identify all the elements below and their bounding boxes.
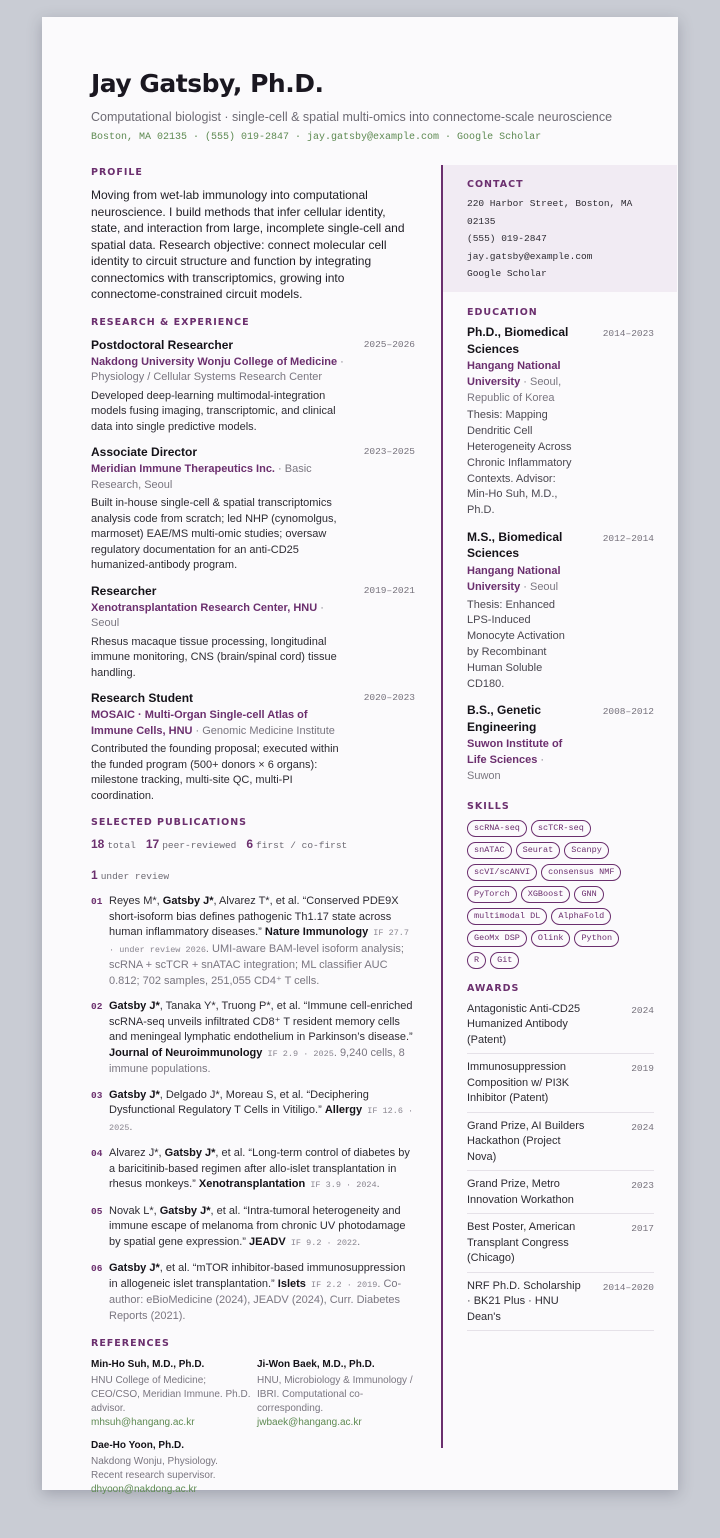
award-date: 2019 (631, 1063, 654, 1075)
award-title: NRF Ph.D. Scholarship · BK21 Plus · HNU Dean's (467, 1279, 581, 1323)
publication-item (91, 999, 415, 1078)
publication-journal: JEADV (249, 1235, 286, 1248)
institution-name: Hangang National University (467, 360, 561, 388)
experience-item (91, 445, 415, 574)
reference-name: Min-Ho Suh, M.D., Ph.D. (91, 1359, 205, 1370)
publication-meta: IF 9.2 · 2022 (285, 1237, 358, 1248)
job-organization (91, 708, 346, 739)
resume-page (42, 17, 678, 1495)
publication-self-author: Gatsby J* (109, 1000, 160, 1012)
publication-meta: IF 2.9 · 2025 (262, 1048, 334, 1059)
publication-title: , Delgado J*, Moreau S, et al. “Deciphering Dysfunctional Regulatory T Cells in Vitiligo.” (109, 1088, 369, 1116)
award-date: 2017 (631, 1223, 654, 1235)
publication-note: . (357, 1235, 361, 1248)
experience-item (91, 338, 415, 436)
award-title: Antagonistic Anti-CD25 Humanized Antibody (Patent) (467, 1002, 581, 1046)
publication-journal: Nature Immunology (264, 926, 369, 938)
education-block (443, 307, 654, 1331)
publication-number: 02 (91, 1001, 103, 1012)
publication-self-author: Gatsby J* (109, 1088, 160, 1101)
publication-title: , Tanaka Y*, Truong P*, et al. “Immune cell-enriched scRNA-seq unveils infiltrated CD8⁺ T resident memory cells and meningeal lymphatic endothelium in Parkinson’s disease.” (109, 1000, 413, 1043)
degree-institution (467, 737, 572, 784)
institution-location: · Seoul, Republic of Korea (467, 375, 562, 404)
section-heading-profile: PROFILE (91, 167, 143, 178)
skill-chip: R (467, 952, 486, 969)
job-dates: 2025–2026 (363, 338, 415, 350)
degree-dates: 2012–2014 (602, 532, 654, 544)
publication-journal: Journal of Neuroimmunology (109, 1046, 263, 1059)
award-date: 2014–2020 (602, 1281, 654, 1293)
section-heading-experience: RESEARCH & EXPERIENCE (91, 316, 250, 328)
reference-description: HNU, Microbiology & Immunology / IBRI. Computational co-corresponding. (257, 1375, 413, 1414)
award-item (467, 1214, 654, 1273)
reference-email[interactable]: mhsuh@hangang.ac.kr (91, 1417, 195, 1428)
reference-description: Nakdong Wonju, Physiology. Recent research supervisor. (91, 1456, 218, 1481)
publication-number: 06 (91, 1263, 103, 1274)
organization-detail: · Seoul (91, 601, 324, 629)
education-list (467, 324, 654, 785)
contact-email[interactable]: jay.gatsby@example.com (467, 250, 593, 262)
publication-self-author: Gatsby J* (109, 1262, 160, 1274)
publication-stat (246, 837, 347, 853)
award-item (467, 1273, 654, 1332)
job-description: Rhesus macaque tissue processing, longitudinal immune monitoring, CNS (brain/spinal cord) tissue handling. (91, 635, 337, 679)
publication-item (91, 1261, 415, 1324)
degree-title: M.S., Biomedical Sciences (467, 529, 563, 561)
award-date: 2024 (631, 1004, 654, 1016)
publication-note: . (376, 1178, 380, 1190)
publication-journal: Allergy (324, 1104, 363, 1116)
publication-meta: IF 2.2 · 2019 (305, 1279, 378, 1290)
contact-box (443, 165, 677, 292)
contact-scholar-link[interactable]: Google Scholar (467, 268, 547, 279)
skill-chip: Olink (531, 930, 571, 947)
stat-label: under review (100, 871, 170, 882)
skill-list (467, 820, 627, 969)
job-description: Contributed the founding proposal; executed within the funded program (500+ donors × 6 organs): milestone tracking, multi-site QC, multi-PI coordination. (91, 743, 339, 802)
publication-self-author: Gatsby J* (159, 1204, 211, 1217)
section-heading-awards: AWARDS (467, 982, 520, 994)
stat-value: 17 (145, 837, 160, 851)
skill-chip: Seurat (516, 842, 561, 859)
institution-location: · Seoul (520, 580, 559, 593)
skill-chip: Scanpy (564, 842, 609, 859)
reference-email[interactable]: dhyoon@nakdong.ac.kr (91, 1484, 197, 1495)
job-description: Developed deep-learning multimodal-integration models fusing imaging, transcriptomic, and clinical data into single predictive models. (91, 389, 336, 433)
skill-chip: consensus NMF (541, 864, 621, 881)
stat-value: 18 (91, 837, 105, 851)
skill-chip: multimodal DL (467, 908, 547, 925)
publication-stat (91, 868, 169, 884)
degree-institution (467, 359, 572, 406)
skill-chip: scTCR-seq (531, 820, 591, 837)
section-heading-references: REFERENCES (91, 1338, 170, 1349)
award-date: 2023 (631, 1180, 654, 1192)
award-date: 2024 (631, 1121, 654, 1133)
job-organization (91, 462, 346, 493)
publication-self-author: Gatsby J* (164, 1147, 216, 1159)
experience-item (91, 584, 415, 682)
tagline: Computational biologist · single-cell & spatial multi-omics into connectome-scale neuroscience (91, 110, 613, 124)
skill-chip: scVI/scANVI (467, 864, 537, 881)
publication-title: , et al. “Long-term control of diabetes by a baricitinib-based regimen after allo-islet transplantation in rhesus monkeys.” (109, 1147, 410, 1190)
organization-name: MOSAIC · Multi-Organ Single-cell Atlas of Immune Cells, HNU (91, 709, 308, 737)
award-title: Grand Prize, Metro Innovation Workathon (467, 1178, 574, 1206)
publication-item (91, 1204, 415, 1252)
job-organization (91, 355, 346, 386)
job-description: Built in-house single-cell & spatial transcriptomics analysis code from scratch; led NHP (cynomolgus, marmoset) EAE/MS multi-omic studies; oversaw regulatory documentation for an anti-CD25 humanized-antibody program. (91, 497, 337, 571)
contact-phone: (555) 019-2847 (467, 233, 547, 244)
profile-text: Moving from wet-lab immunology into computational neuroscience. I build methods that infer cellular identity, state, and interaction from large, incomplete single-cell and spatial data. Research objective: connect molecular cell identity to circuit structure and function by integrating connectomics with transcriptomics, growing into connectome-constrained circuit models. (91, 188, 405, 301)
education-item (467, 324, 654, 519)
job-organization (91, 601, 346, 632)
degree-title: Ph.D., Biomedical Sciences (467, 325, 569, 356)
skill-chip: GeoMx DSP (467, 930, 527, 947)
publication-authors: Novak L*, (109, 1204, 160, 1217)
reference-item (257, 1358, 417, 1430)
award-title: Grand Prize, AI Builders Hackathon (Project Nova) (467, 1119, 585, 1163)
skill-chip: scRNA-seq (467, 820, 527, 837)
institution-name: Hangang National University (467, 564, 561, 593)
award-item (467, 996, 654, 1055)
degree-institution (467, 564, 572, 596)
publication-item (91, 894, 415, 989)
section-heading-contact: CONTACT (467, 179, 524, 190)
publication-meta: IF 3.9 · 2024 (305, 1180, 377, 1190)
organization-detail: · Genomic Medicine Institute (192, 724, 335, 737)
job-title: Associate Director (91, 445, 198, 459)
publication-journal: Islets (277, 1277, 306, 1290)
publication-list (91, 894, 415, 1324)
publication-number: 01 (91, 896, 103, 907)
award-item (467, 1054, 654, 1113)
publication-authors: Reyes M*, (109, 895, 163, 907)
reference-item (91, 1439, 251, 1497)
organization-name: Meridian Immune Therapeutics Inc. (91, 463, 275, 475)
publication-title: , et al. “mTOR inhibitor-based immunosuppression in allogeneic islet transplantation.” (109, 1262, 406, 1290)
award-list (467, 996, 654, 1332)
publication-number: 04 (91, 1148, 103, 1159)
stat-value: 1 (91, 868, 98, 882)
reference-description: HNU College of Medicine; CEO/CSO, Meridian Immune. Ph.D. advisor. (91, 1375, 251, 1414)
stat-label: first / co-first (256, 840, 348, 851)
thesis-text: Thesis: Enhanced LPS-Induced Monocyte Activation by Recombinant Human Soluble CD180. (467, 598, 565, 690)
publication-title: , et al. “Intra-tumoral heterogeneity and immune escape of melanoma from chronic UV photodamage by spatial gene expression.” (109, 1204, 406, 1248)
institution-location: · Suwon (467, 754, 545, 782)
publication-stat (91, 837, 136, 853)
job-dates: 2019–2021 (363, 584, 415, 596)
section-heading-skills: SKILLS (467, 800, 510, 812)
stat-value: 6 (246, 837, 254, 851)
job-title: Postdoctoral Researcher (91, 337, 234, 352)
skill-chip: Git (490, 952, 519, 969)
publication-authors: Alvarez J*, (109, 1147, 165, 1159)
publication-self-author: Gatsby J* (162, 895, 214, 907)
experience-item (91, 691, 415, 804)
publication-item (91, 1088, 415, 1137)
organization-name: Nakdong University Wonju College of Medicine (91, 355, 338, 368)
reference-item (91, 1358, 251, 1430)
resume-header (91, 69, 651, 143)
organization-detail: · Physiology / Cellular Systems Research Center (91, 355, 344, 383)
stat-label: total (107, 840, 136, 851)
contact-address: 220 Harbor Street, Boston, MA 02135 (467, 198, 633, 227)
publication-stats (91, 837, 415, 884)
education-item (467, 529, 654, 692)
degree-dates: 2008–2012 (602, 706, 654, 718)
candidate-name: Jay Gatsby, Ph.D. (91, 69, 324, 98)
skill-chip: XGBoost (521, 886, 571, 903)
main-column (91, 167, 415, 1508)
contact-line: Boston, MA 02135 · (555) 019-2847 · jay.gatsby@example.com · Google Scholar (91, 132, 542, 143)
skill-chip: snATAC (467, 842, 512, 859)
job-dates: 2023–2025 (363, 446, 415, 457)
reference-email[interactable]: jwbaek@hangang.ac.kr (257, 1417, 362, 1428)
degree-dates: 2014–2023 (602, 328, 654, 339)
experience-list (91, 338, 415, 805)
publication-item (91, 1146, 415, 1194)
stats-row (91, 837, 415, 853)
publication-note: . UMI-aware BAM-level isoform analysis; scRNA + scTCR + snATAC integration; ML classifier AUC 0.812; 702 samples, 251,055 CD4⁺ T cells. (109, 942, 404, 987)
contact-details (467, 195, 653, 283)
skill-chip: PyTorch (467, 886, 517, 903)
institution-name: Suwon Institute of Life Sciences (467, 738, 563, 767)
skill-chip: Python (574, 930, 619, 947)
stat-label: peer-reviewed (162, 840, 237, 851)
job-title: Research Student (91, 691, 194, 705)
section-heading-publications: SELECTED PUBLICATIONS (91, 817, 247, 828)
organization-name: Xenotransplantation Research Center, HNU (91, 601, 318, 614)
job-dates: 2020–2023 (363, 692, 415, 703)
award-item (467, 1113, 654, 1172)
publication-note: . (129, 1120, 133, 1133)
publication-journal: Xenotransplantation (198, 1178, 306, 1190)
sidebar-column (441, 165, 654, 1448)
award-item (467, 1171, 654, 1214)
skill-chip: AlphaFold (551, 908, 611, 925)
degree-title: B.S., Genetic Engineering (467, 703, 542, 734)
award-title: Best Poster, American Transplant Congress (Chicago) (467, 1221, 576, 1265)
reference-name: Ji-Won Baek, M.D., Ph.D. (257, 1359, 375, 1370)
reference-name: Dae-Ho Yoon, Ph.D. (91, 1440, 184, 1451)
skill-chip: GNN (574, 886, 603, 903)
publication-stat (146, 837, 236, 853)
award-title: Immunosuppression Composition w/ PI3K Inhibitor (Patent) (467, 1061, 570, 1105)
publication-meta: IF 12.6 · 2025 (109, 1106, 414, 1133)
thesis-text: Thesis: Mapping Dendritic Cell Heterogeneity Across Chronic Inflammatory Contexts. Advisor: Min-Ho Suh, M.D., Ph.D. (467, 409, 572, 517)
publication-number: 03 (91, 1089, 103, 1101)
publication-number: 05 (91, 1205, 103, 1217)
education-item (467, 702, 654, 784)
publication-meta: IF 27.7 · under review 2026 (109, 928, 410, 955)
organization-detail: · Basic Research, Seoul (91, 463, 312, 491)
publication-note: . Co-author: eBioMedicine (2024), JEADV (2024), Curr. Diabetes Reports (2021). (109, 1277, 402, 1322)
stats-row (91, 868, 415, 884)
publication-title: , Alvarez T*, et al. “Conserved PDE9X short-isoform bias defines pathogenic Th1.17 state across human inflammatory diseases.” (109, 895, 399, 938)
section-heading-education: EDUCATION (467, 307, 538, 318)
job-title: Researcher (91, 583, 157, 598)
publication-note: . 9,240 cells, 8 immune populations. (109, 1046, 405, 1075)
reference-list (91, 1358, 415, 1508)
